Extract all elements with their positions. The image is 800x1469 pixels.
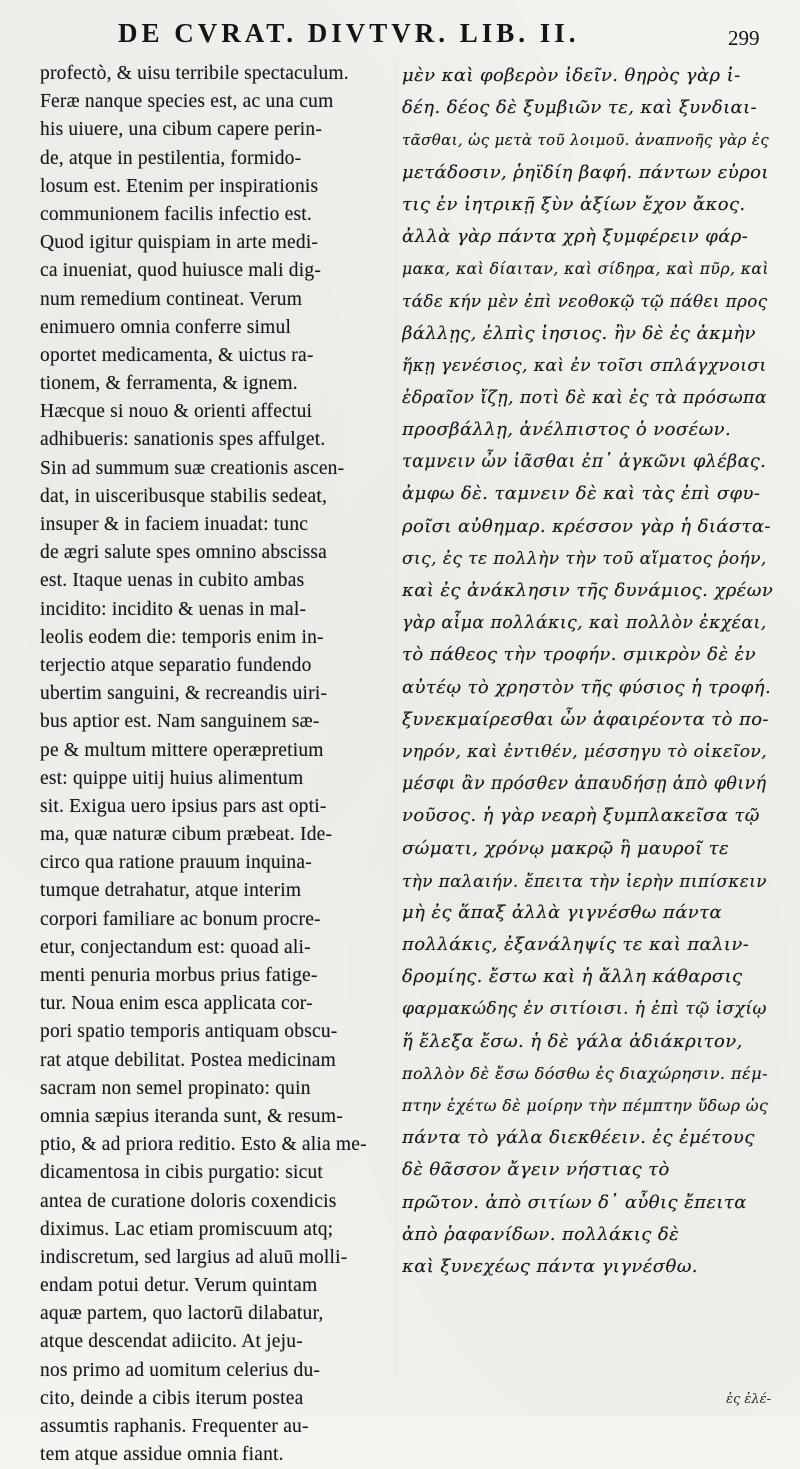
text-line: profectò, & uisu terribile spectaculum. bbox=[40, 63, 349, 84]
text-line: Feræ nanque species est, ac una cum bbox=[40, 91, 334, 113]
text-line: μέσφι ἂν πρόσθεν ἀπαυδήσῃ ἀπὸ φθινή bbox=[402, 774, 767, 795]
text-line: πτην ἐχέτω δὲ μοίρην τὴν πέμπτην ὕδωρ ὡς bbox=[402, 1096, 769, 1115]
text-line: ubertim sanguini, & recreandis uiri- bbox=[40, 683, 328, 705]
text-line: ροῖσι αὐθημαρ. κρέσσον γὰρ ἡ διάστα- bbox=[402, 515, 771, 537]
text-line: atque descendat adiicito. At jeju- bbox=[40, 1331, 303, 1353]
text-line: νοῦσος. ἡ γὰρ νεαρὴ ξυμπλακεῖσα τῷ bbox=[402, 805, 760, 827]
text-line: τάδε κήν μὲν ἐπὶ νεοθοκῷ τῷ πάθει προς bbox=[402, 291, 768, 312]
text-line: diximus. Lac etiam promiscuum atq; bbox=[40, 1218, 334, 1240]
text-line: bus aptior est. Nam sanguinem sæ- bbox=[40, 711, 320, 733]
text-line: adhibueris: sanationis spes affulget. bbox=[40, 429, 326, 451]
text-line: ἀπὸ ῥαφανίδων. πολλάκις δὲ bbox=[402, 1223, 680, 1245]
text-line: βάλλῃς, ἐλπὶς ἰησιος. ἢν δὲ ἐς ἀκμὴν bbox=[402, 322, 756, 344]
text-line: πάντα τὸ γάλα διεκθέειν. ἐς ἐμέτους bbox=[402, 1127, 755, 1149]
text-line: menti penuria morbus prius fatige- bbox=[40, 965, 318, 986]
text-line: Hæcque si nouo & orienti affectui bbox=[40, 401, 313, 423]
text-line: circo qua ratione prauum inquina- bbox=[40, 852, 312, 874]
text-line: his uiuere, una cibum capere perin- bbox=[40, 119, 323, 141]
text-line: de ægri salute spes omnino abscissa bbox=[40, 542, 327, 564]
text-line: δέη. δέος δὲ ξυμβιῶν τε, καὶ ξυνδιαι- bbox=[402, 97, 758, 119]
text-line: ἑδραῖον ἴζῃ, ποτὶ δὲ καὶ ἐς τὰ πρόσωπα bbox=[402, 387, 767, 408]
text-line: ἥκῃ γενέσιος, καὶ ἐν τοῖσι σπλάγχνοισι bbox=[402, 355, 767, 376]
text-line: corpori familiare ac bonum procre- bbox=[40, 908, 321, 930]
text-line: ἥ ἔλεξα ἔσω. ἡ δὲ γάλα ἀδιάκριτον, bbox=[402, 1030, 743, 1052]
text-line: αὐτέῳ τὸ χρηστὸν τῆς φύσιος ἡ τροφή. bbox=[402, 676, 772, 698]
text-line: γὰρ αἷμα πολλάκις, καὶ πολλὸν ἐκχέαι, bbox=[402, 613, 767, 634]
text-line: communionem facilis infectio est. bbox=[40, 203, 312, 225]
text-line: ptio, & ad priora reditio. Esto & alia me- bbox=[40, 1134, 367, 1156]
greek-original-column bbox=[402, 60, 774, 1283]
text-line: sacram non semel propinato: quin bbox=[40, 1077, 311, 1099]
column-gutter bbox=[396, 60, 397, 1380]
text-line: ταμνειν ὦν ἰᾶσθαι ἐπ᾽ ἀγκῶνι φλέβας. bbox=[402, 452, 767, 473]
text-line: καὶ ξυνεχέως πάντα γιγνέσθω. bbox=[402, 1255, 698, 1277]
text-line: aquæ partem, quo lactorū dilabatur, bbox=[40, 1303, 324, 1325]
text-line: τις ἐν ἰητρικῇ ξὺν ἀξίων ἔχον ἄκος. bbox=[402, 193, 746, 215]
text-line: φαρμακώδης ἐν σιτίοισι. ἡ ἐπὶ τῷ ἰσχίῳ bbox=[402, 999, 767, 1020]
text-line: τὴν παλαιήν. ἔπειτα τὴν ἱερὴν πιπίσκειν bbox=[402, 870, 767, 891]
text-line: dat, in uisceribusque stabilis sedeat, bbox=[40, 485, 328, 507]
text-line: de, atque in pestilentia, formido- bbox=[40, 147, 302, 169]
text-line: Sin ad summum suæ creationis ascen- bbox=[40, 457, 345, 479]
text-line: enimuero omnia conferre simul bbox=[40, 316, 292, 338]
text-line: tionem, & ferramenta, & ignem. bbox=[40, 373, 298, 395]
text-line: terjectio atque separatio fundendo bbox=[40, 654, 312, 676]
running-head: DE CVRAT. DIVTVR. LIB. II. bbox=[118, 18, 580, 48]
text-line: est. Itaque uenas in cubito ambas bbox=[40, 570, 305, 592]
text-line: rat atque debilitat. Postea medicinam bbox=[40, 1049, 337, 1071]
text-line: πολλὸν δὲ ἔσω δόσθω ἐς διαχώρησιν. πέμ- bbox=[402, 1063, 768, 1083]
text-line: Quod igitur quispiam in arte medi- bbox=[40, 232, 319, 254]
text-line: pori spatio temporis antiquam obscu- bbox=[40, 1021, 338, 1043]
text-line: leolis eodem die: temporis enim in- bbox=[40, 626, 324, 648]
text-line: indiscretum, sed largius ad aluū molli- bbox=[40, 1246, 348, 1268]
text-line: oportet medicamenta, & uictus ra- bbox=[40, 344, 314, 366]
text-line: endam potui detur. Verum quintam bbox=[40, 1275, 318, 1297]
text-line: μακα, καὶ δίαιταν, καὶ σίδηρα, καὶ πῦρ, καὶ bbox=[402, 259, 769, 279]
text-line: μὴ ἐς ἅπαξ ἀλλὰ γιγνέσθω πάντα bbox=[402, 901, 723, 923]
text-line: est: quippe uitij huius alimentum bbox=[40, 767, 304, 789]
text-line: προσβάλλῃ, ἀνέλπιστος ὁ νοσέων. bbox=[402, 419, 732, 441]
text-line: καὶ ἐς ἀνάκλησιν τῆς δυνάμιος. χρέων bbox=[402, 580, 774, 601]
page-number: 299 bbox=[728, 26, 760, 50]
text-line: σώματι, χρόνῳ μακρῷ ἣ μαυροῖ τε bbox=[402, 837, 730, 859]
text-line: νηρόν, καὶ ἐντιθέν, μέσσηγυ τὸ οἰκεῖον, bbox=[402, 741, 768, 762]
text-line: tem atque assidue omnia fiant. bbox=[40, 1444, 284, 1466]
text-line: tur. Noua enim esca applicata cor- bbox=[40, 993, 313, 1015]
text-line: πολλάκις, ἐξανάληψίς τε καὶ παλιν- bbox=[402, 934, 750, 956]
text-line: pe & multum mittere operæpretium bbox=[40, 739, 324, 761]
text-line: δὲ θᾶσσον ἄγειν νήστιας τὸ bbox=[402, 1159, 670, 1181]
text-line: τὸ πάθεος τὴν τροφήν. σμικρὸν δὲ ἐν bbox=[402, 644, 756, 666]
text-line: dicamentosa in cibis purgatio: sicut bbox=[40, 1162, 324, 1184]
text-line: πρῶτον. ἀπὸ σιτίων δ᾽ αὖθις ἔπειτα bbox=[402, 1191, 747, 1213]
text-line: μὲν καὶ φοβερὸν ἰδεῖν. θηρὸς γὰρ ἰ- bbox=[402, 65, 741, 86]
text-line: etur, conjectandum est: quoad ali- bbox=[40, 936, 311, 958]
text-line: δρομίης. ἔστω καὶ ἡ ἄλλη κάθαρσις bbox=[402, 966, 743, 988]
text-line: num remedium contineat. Verum bbox=[40, 288, 303, 310]
text-line: sit. Exigua uero ipsius pars ast opti- bbox=[40, 795, 327, 817]
text-line: ξυνεκμαίρεσθαι ὦν ἀφαιρέοντα τὸ πο- bbox=[402, 708, 769, 730]
text-line: ma, quæ naturæ cibum præbeat. Ide- bbox=[40, 824, 333, 846]
text-line: losum est. Etenim per inspirationis bbox=[40, 175, 319, 197]
text-line: assumtis raphanis. Frequenter au- bbox=[40, 1416, 309, 1437]
text-line: ἀμφω δὲ. ταμνειν δὲ καὶ τὰς ἐπὶ σφυ- bbox=[402, 483, 761, 505]
text-line: cito, deinde a cibis iterum postea bbox=[40, 1387, 304, 1409]
text-line: antea de curatione doloris coxendicis bbox=[40, 1190, 337, 1212]
text-line: μετάδοσιν, ῥηϊδίη βαφή. πάντων εὑροι bbox=[402, 161, 769, 183]
text-line: incidito: incidito & uenas in mal- bbox=[40, 598, 307, 620]
catchword: ἐς ἐλέ- bbox=[726, 1392, 771, 1407]
text-line: σις, ἐς τε πολλὴν τὴν τοῦ αἵματος ῥοήν, bbox=[402, 548, 767, 569]
text-line: omnia sæpius iteranda sunt, & resum- bbox=[40, 1105, 343, 1127]
text-line: ca inueniat, quod huiusce mali dig- bbox=[40, 260, 322, 282]
text-line: τᾶσθαι, ὡς μετὰ τοῦ λοιμοῦ. ἀναπνοῆς γὰρ ἐς bbox=[402, 131, 770, 150]
text-line: tumque detrahatur, atque interim bbox=[40, 880, 302, 902]
text-line: nos primo ad uomitum celerius du- bbox=[40, 1359, 321, 1381]
latin-translation-column bbox=[40, 60, 392, 1469]
text-line: insuper & in faciem inuadat: tunc bbox=[40, 514, 309, 535]
text-line: ἀλλὰ γὰρ πάντα χρὴ ξυμφέρειν φάρ- bbox=[402, 225, 749, 247]
